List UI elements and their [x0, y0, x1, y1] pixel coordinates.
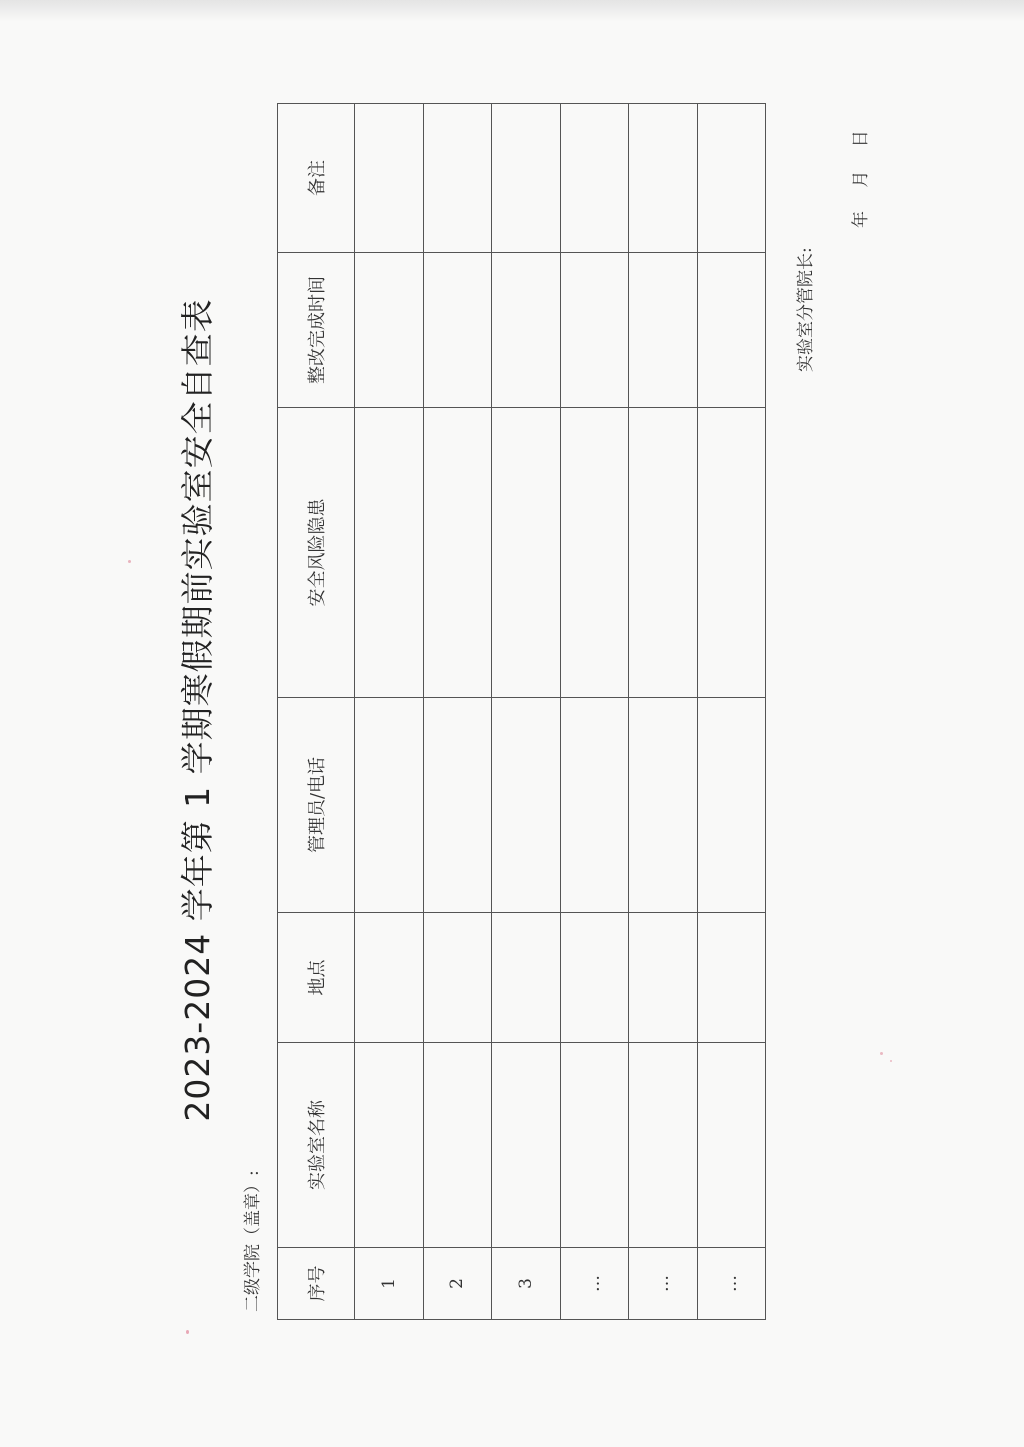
- row-index: 2: [423, 1248, 492, 1320]
- cell-fix-deadline: [629, 253, 698, 408]
- cell-fix-deadline: [697, 253, 766, 408]
- date-label: 年 月 日: [851, 130, 871, 228]
- scan-speck: [880, 1052, 883, 1055]
- table-row: [629, 104, 698, 1320]
- header-manager-phone: 管理员/电话: [278, 698, 355, 913]
- cell-manager-phone: [629, 698, 698, 913]
- cell-safety-risk: [355, 408, 424, 698]
- cell-location: [629, 913, 698, 1043]
- table-row: [560, 104, 629, 1320]
- cell-location: [355, 913, 424, 1043]
- cell-fix-deadline: [423, 253, 492, 408]
- header-remarks: 备注: [278, 104, 355, 253]
- scan-edge-shadow: [0, 0, 1024, 22]
- cell-lab-name: [355, 1043, 424, 1248]
- cell-safety-risk: [697, 408, 766, 698]
- cell-safety-risk: [629, 408, 698, 698]
- dean-signature-label: 实验室分管院长:: [796, 247, 816, 372]
- cell-remarks: [629, 104, 698, 253]
- cell-remarks: [697, 104, 766, 253]
- cell-lab-name: [492, 1043, 561, 1248]
- header-safety-risk: 安全风险隐患: [278, 408, 355, 698]
- table-row: [355, 104, 424, 1320]
- scan-speck: [186, 1330, 189, 1334]
- cell-fix-deadline: [560, 253, 629, 408]
- cell-manager-phone: [423, 698, 492, 913]
- cell-remarks: [492, 104, 561, 253]
- cell-safety-risk: [423, 408, 492, 698]
- header-location: 地点: [278, 913, 355, 1043]
- table-row: [697, 104, 766, 1320]
- cell-manager-phone: [560, 698, 629, 913]
- cell-safety-risk: [560, 408, 629, 698]
- row-index: 1: [355, 1248, 424, 1320]
- cell-remarks: [560, 104, 629, 253]
- cell-location: [423, 913, 492, 1043]
- cell-manager-phone: [492, 698, 561, 913]
- cell-fix-deadline: [355, 253, 424, 408]
- table-header-row: [278, 104, 355, 1320]
- row-index: …: [629, 1248, 698, 1320]
- page-title: 2023-2024 学年第 1 学期寒假期前实验室安全自查表: [178, 298, 217, 1122]
- cell-lab-name: [560, 1043, 629, 1248]
- header-lab-name: 实验室名称: [278, 1043, 355, 1248]
- cell-manager-phone: [697, 698, 766, 913]
- cell-lab-name: [629, 1043, 698, 1248]
- college-stamp-label: 二级学院（盖章）:: [243, 1170, 263, 1312]
- header-fix-deadline: 整改完成时间: [278, 253, 355, 408]
- table-row: [492, 104, 561, 1320]
- cell-lab-name: [697, 1043, 766, 1248]
- cell-manager-phone: [355, 698, 424, 913]
- cell-safety-risk: [492, 408, 561, 698]
- scan-speck: [890, 1060, 892, 1062]
- cell-remarks: [355, 104, 424, 253]
- cell-remarks: [423, 104, 492, 253]
- cell-location: [697, 913, 766, 1043]
- rotated-form-sheet: [170, 100, 871, 1320]
- row-index: 3: [492, 1248, 561, 1320]
- table-row: [423, 104, 492, 1320]
- self-check-table: [277, 103, 766, 1320]
- row-index: …: [560, 1248, 629, 1320]
- row-index: …: [697, 1248, 766, 1320]
- header-index: 序号: [278, 1248, 355, 1320]
- cell-location: [492, 913, 561, 1043]
- cell-location: [560, 913, 629, 1043]
- scan-speck: [128, 560, 131, 563]
- cell-lab-name: [423, 1043, 492, 1248]
- cell-fix-deadline: [492, 253, 561, 408]
